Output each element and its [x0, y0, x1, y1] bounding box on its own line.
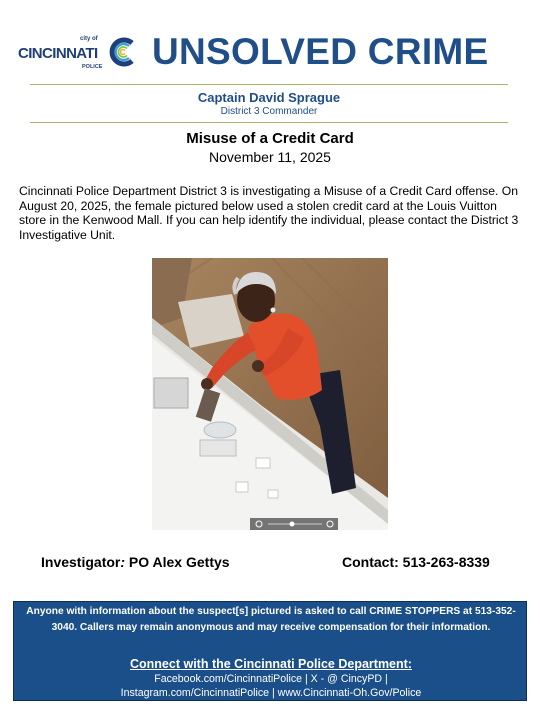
- divider-top: [30, 84, 508, 85]
- social-links: [14, 672, 528, 700]
- crime-stoppers-footer: [13, 601, 527, 701]
- connect-heading: Connect with the Cincinnati Police Department:: [130, 657, 412, 671]
- investigator-name: PO Alex Gettys: [125, 554, 230, 570]
- logo-city-of-text: city of: [80, 36, 98, 42]
- logo-police-text: POLICE: [82, 64, 103, 70]
- contact-phone: Contact: 513-263-8339: [342, 554, 490, 570]
- flyer-header: [18, 30, 513, 76]
- suspect-photo: [152, 258, 388, 530]
- social-links-line-2: Instagram.com/CincinnatiPolice | www.Cincinnati-Oh.Gov/Police: [120, 687, 422, 699]
- crime-stoppers-message: Anyone with information about the suspect[s] pictured is asked to call CRIME STOPPERS at 513-352-3040. Callers may remain anonymous and may receive compensation for their information.: [26, 606, 516, 633]
- c-logo-icon: [106, 36, 138, 68]
- commander-title: District 3 Commander: [220, 106, 318, 117]
- divider-bottom: [30, 122, 508, 123]
- headline-unsolved-crime: UNSOLVED CRIME: [152, 31, 489, 72]
- logo-city-name: CINCINNATI: [18, 45, 98, 62]
- investigator-line: [41, 554, 230, 571]
- case-description: Cincinnati Police Department District 3 is investigating a Misuse of a Credit Card offense. On August 20, 2025, the female pictured below used a stolen credit card at the Louis Vuitton store in the Kenwood Mall. If you can help identify the individual, please contact the District 3 Investigative Unit.: [19, 184, 519, 242]
- case-title: Misuse of a Credit Card: [186, 130, 354, 147]
- investigator-colon: :: [120, 554, 126, 570]
- investigator-label: Investigator: [41, 554, 121, 570]
- cincinnati-police-logo: [18, 34, 140, 74]
- social-links-line-1: Facebook.com/CincinnatiPolice | X - @ CincyPD |: [154, 673, 388, 685]
- commander-name: Captain David Sprague: [197, 90, 341, 105]
- case-date: November 11, 2025: [209, 149, 331, 165]
- suspect-photo-illustration: [152, 258, 388, 530]
